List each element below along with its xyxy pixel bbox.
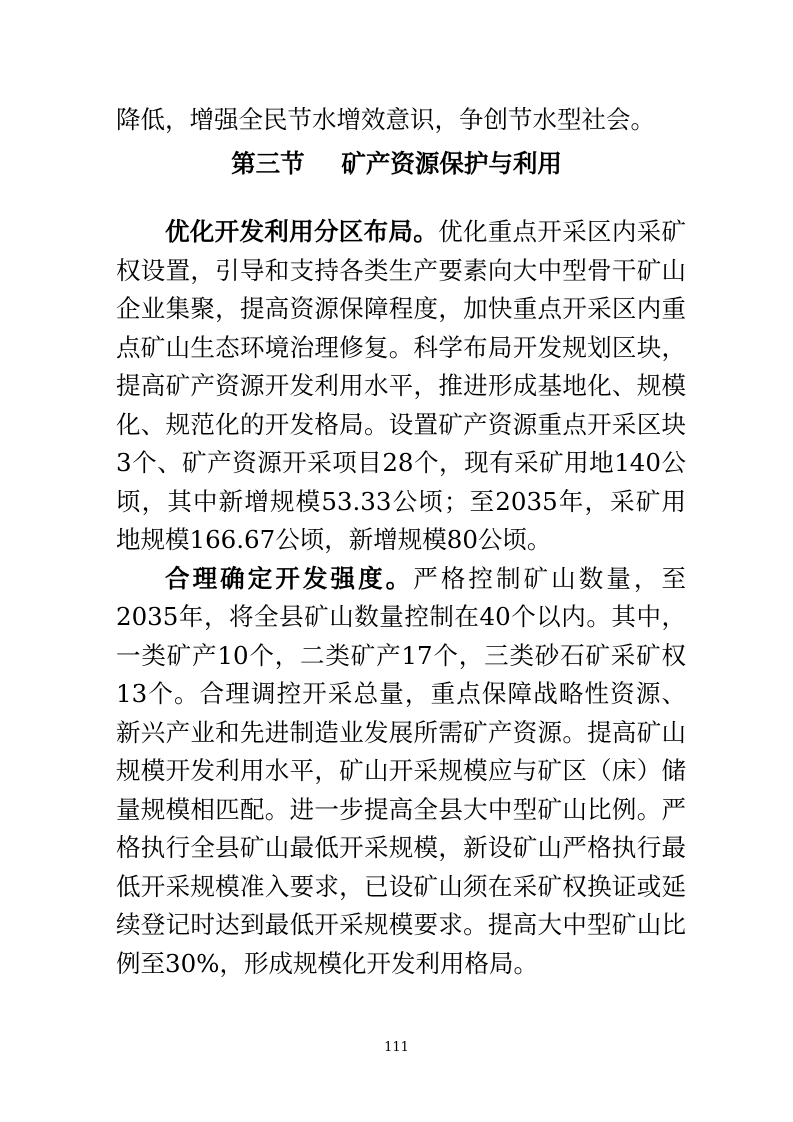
continuation-block	[116, 101, 686, 140]
paragraph-intensity	[116, 560, 686, 984]
paragraph-layout	[116, 213, 686, 560]
paragraph-body: 优化重点开采区内采矿权设置，引导和支持各类生产要素向大中型骨干矿山企业集聚，提高资源保障程度，加快重点开采区内重点矿山生态环境治理修复。科学布局开发规划区块，提高矿产资源开发利用水平，推进形成基地化、规模化、规范化的开发格局。设置矿产资源重点开采区块3个、矿产资源开采项目28个，现有采矿用地140公顷，其中新增规模53.33公顷；至2035年，采矿用地规模166.67公顷，新增规模80公顷。	[116, 217, 687, 554]
paragraph-lead: 合理确定开发强度。	[165, 563, 414, 593]
body-text	[116, 213, 686, 983]
paragraph-lead: 优化开发利用分区布局。	[165, 217, 439, 246]
page-number: 111	[384, 1040, 409, 1055]
paragraph-body: 严格控制矿山数量，至2035年，将全县矿山数量控制在40个以内。其中，一类矿产10个，二类矿产17个，三类砂石矿采矿权13个。合理调控开采总量，重点保障战略性资源、新兴产业和先进制造业发展所需矿产资源。提高矿山规模开发利用水平，矿山开采规模应与矿区（床）储量规模相匹配。进一步提高全县大中型矿山比例。严格执行全县矿山最低开采规模，新设矿山严格执行最低开采规模准入要求，已设矿山须在采矿权换证或延续登记时达到最低开采规模要求。提高大中型矿山比例至30%，形成规模化开发利用格局。	[116, 563, 686, 978]
continuation-text: 降低，增强全民节水增效意识，争创节水型社会。	[116, 105, 655, 134]
section-title: 矿产资源保护与利用	[341, 149, 562, 178]
section-number: 第三节	[231, 149, 305, 178]
section-heading	[0, 145, 793, 183]
